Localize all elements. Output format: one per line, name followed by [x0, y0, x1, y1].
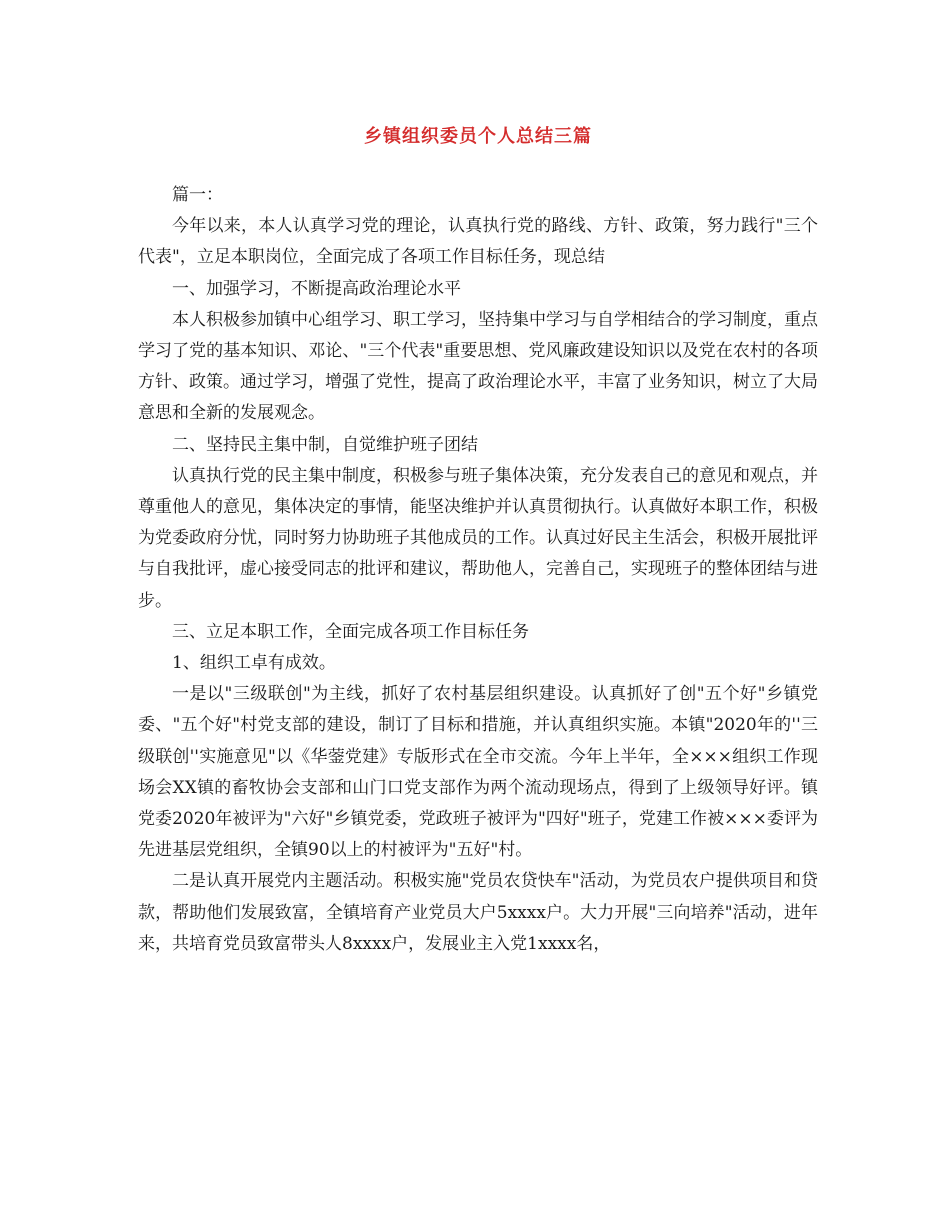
- paragraph: 今年以来，本人认真学习党的理论，认真执行党的路线、方针、政策，努力践行"三个代表"，立足本职岗位，全面完成了各项工作目标任务，现总结: [138, 216, 818, 268]
- paragraph: 二是认真开展党内主题活动。积极实施"党员农贷快车"活动，为党员农户提供项目和贷款，帮助他们发展致富，全镇培育产业党员大户5xxxx户。大力开展"三向培养"活动，进年来，共培育党员致富带头人8xxxx户，发展业主入党1xxxx名，: [138, 871, 818, 954]
- section-heading: 一、加强学习，不断提高政治理论水平: [172, 278, 461, 299]
- document-body: [138, 180, 818, 960]
- paragraph-section-label: 篇一：: [172, 185, 223, 205]
- paragraph: 认真执行党的民主集中制度，积极参与班子集体决策，充分发表自己的意见和观点，并尊重他人的意见，集体决定的事情，能坚决维护并认真贯彻执行。认真做好本职工作，积极为党委政府分忧，同时努力协助班子其他成员的工作。认真过好民主生活会，积极开展批评与自我批评，虚心接受同志的批评和建议，帮助他人，完善自己，实现班子的整体团结与进步。: [138, 465, 818, 611]
- section-heading: 二、坚持民主集中制，自觉维护班子团结: [172, 434, 478, 455]
- sub-heading: 1、组织工卓有成效。: [172, 653, 336, 674]
- paragraph: 本人积极参加镇中心组学习、职工学习，坚持集中学习与自学相结合的学习制度，重点学习了党的基本知识、邓论、"三个代表"重要思想、党风廉政建设知识以及党在农村的各项方针、政策。通过学习，增强了党性，提高了政治理论水平，丰富了业务知识，树立了大局意思和全新的发展观念。: [138, 309, 818, 424]
- section-heading: 三、立足本职工作，全面完成各项工作目标任务: [172, 621, 529, 642]
- paragraph: 一是以"三级联创"为主线，抓好了农村基层组织建设。认真抓好了创"五个好"乡镇党委、"五个好"村党支部的建设，制订了目标和措施，并认真组织实施。本镇"2020年的''三级联创''实施意见"以《华蓥党建》专版形式在全市交流。今年上半年，全×××组织工作现场会XX镇的畜牧协会支部和山门口党支部作为两个流动现场点，得到了上级领导好评。镇党委2020年被评为"六好"乡镇党委，党政班子被评为"四好"班子，党建工作被×××委评为先进基层党组织，全镇90以上的村被评为"五好"村。: [138, 684, 818, 861]
- document-title: 乡镇组织委员个人总结三篇: [364, 126, 592, 147]
